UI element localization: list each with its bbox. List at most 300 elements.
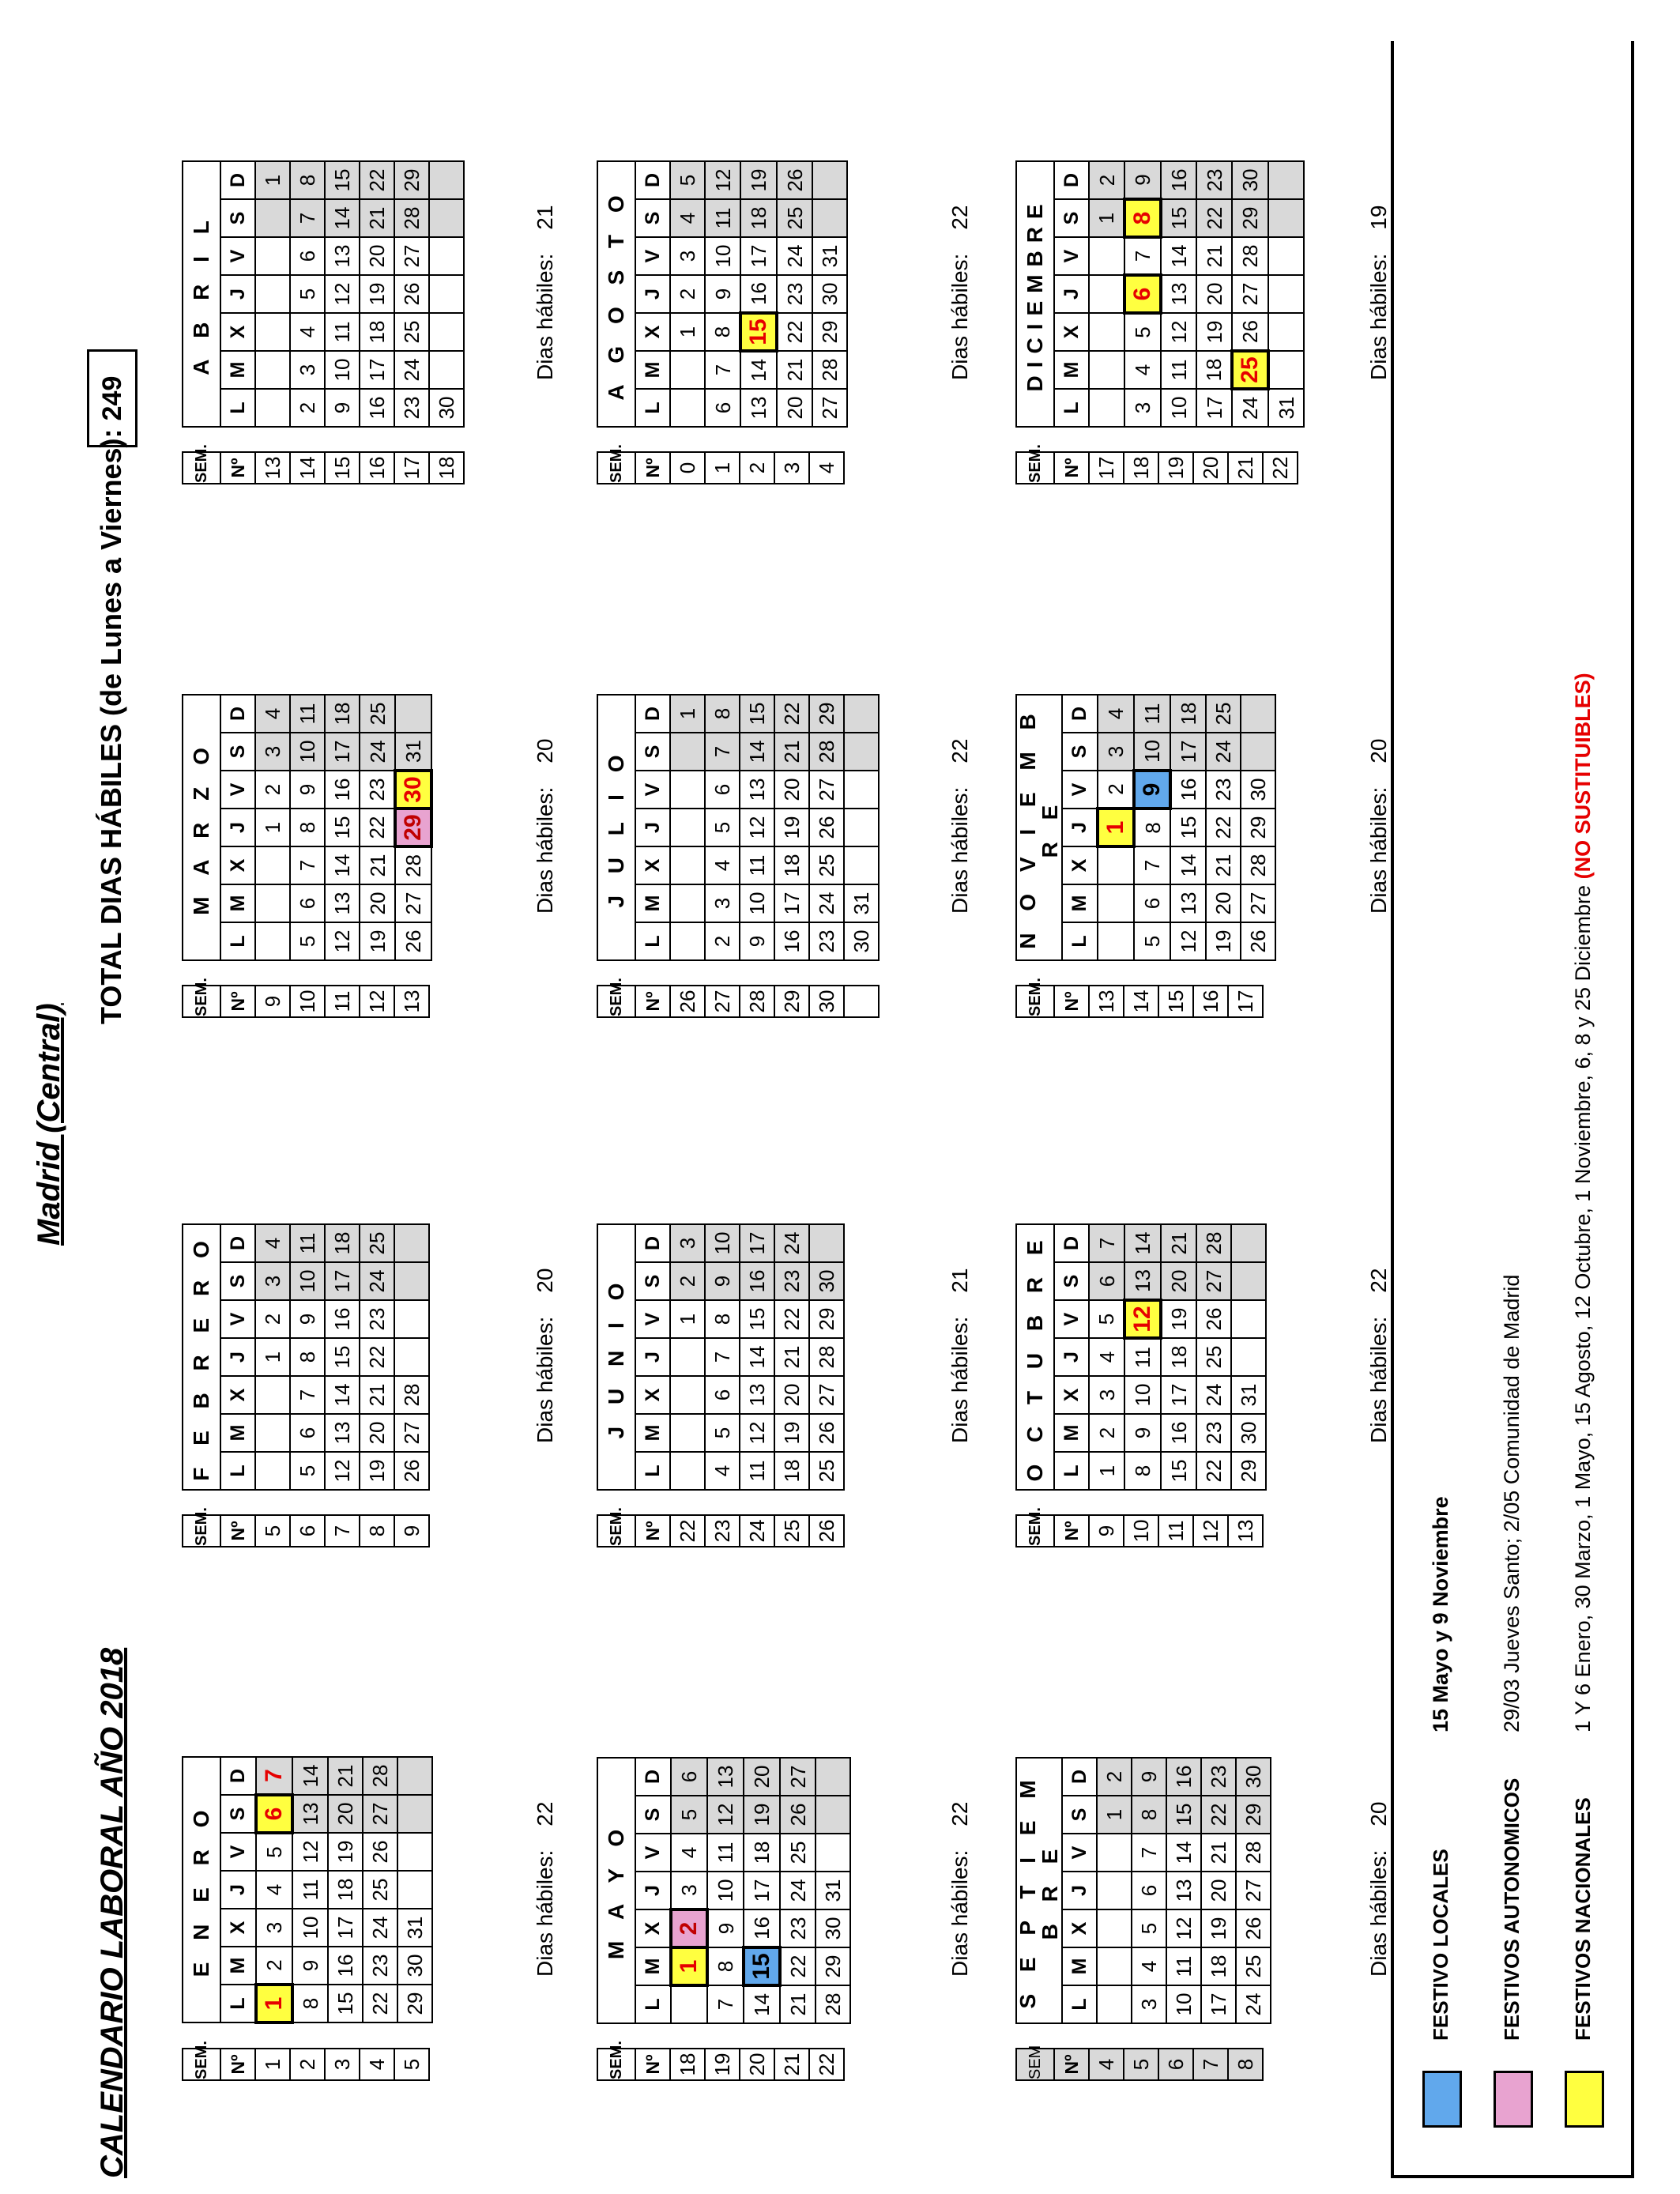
- day-cell: 21: [1161, 1224, 1196, 1262]
- day-cell: 12: [325, 922, 360, 960]
- weekday-header: J: [635, 1338, 670, 1376]
- working-days-count: [947, 205, 973, 380]
- week-number-header: Nº: [635, 452, 670, 484]
- local-holiday-dates: 15 Mayo y 9 Noviembre: [1429, 1496, 1452, 1732]
- holiday-day-cell: 6: [1124, 275, 1161, 313]
- day-cell: 28: [812, 351, 847, 389]
- day-cell: 15: [1170, 809, 1206, 846]
- week-number-column: [1015, 978, 1264, 1018]
- day-cell: 17: [360, 351, 394, 389]
- empty-day-cell: [671, 1985, 707, 2023]
- month-3-calendar: [182, 160, 465, 428]
- week-number: 13: [1228, 1515, 1263, 1547]
- month-6-calendar: [597, 694, 880, 961]
- weekday-header: L: [220, 922, 255, 960]
- weekday-header: V: [220, 237, 255, 275]
- day-cell: 28: [395, 846, 431, 884]
- day-cell: 23: [1206, 771, 1241, 809]
- empty-day-cell: [1098, 846, 1134, 884]
- week-number-column: [182, 444, 465, 484]
- empty-day-cell: [255, 389, 290, 427]
- week-number: 12: [1193, 1515, 1228, 1547]
- working-days-value: 20: [533, 738, 557, 763]
- empty-day-cell: [1231, 1224, 1266, 1262]
- month-name: S E P T I E M B R E: [1016, 1758, 1062, 2023]
- week-number-header: Nº: [220, 452, 255, 484]
- day-cell: 16: [325, 771, 360, 809]
- day-cell: 6: [290, 237, 325, 275]
- week-number-header: Nº: [1054, 1515, 1089, 1547]
- week-header: SEM.: [597, 1515, 635, 1547]
- working-days-value: 20: [533, 1268, 557, 1293]
- weekday-header: S: [635, 1796, 671, 1834]
- local-holiday-text: [1429, 1496, 1453, 1732]
- autonomic-holiday-label: FESTIVOS AUTONOMICOS: [1500, 1777, 1524, 2041]
- weekday-header: V: [635, 771, 670, 809]
- week-number: [844, 986, 879, 1017]
- working-days-count: [1366, 739, 1392, 914]
- day-cell: 18: [1196, 351, 1232, 389]
- autonomic-holiday-text: 29/03 Jueves Santo; 2/05 Comunidad de Madrid: [1500, 1274, 1524, 1732]
- week-number-column: [597, 1507, 845, 1547]
- day-cell: 11: [292, 1871, 328, 1909]
- weekday-header: J: [1054, 275, 1089, 313]
- empty-day-cell: [1231, 1338, 1266, 1376]
- day-cell: 24: [1196, 1376, 1231, 1414]
- week-number: 22: [1263, 452, 1298, 484]
- holiday-day-cell: 1: [671, 1947, 707, 1985]
- day-cell: 25: [1206, 695, 1241, 733]
- day-cell: 17: [740, 1224, 774, 1262]
- day-cell: 31: [812, 237, 847, 275]
- day-cell: 24: [809, 884, 844, 922]
- week-number: 22: [670, 1515, 705, 1547]
- day-cell: 27: [809, 771, 844, 809]
- weekday-header: D: [220, 1757, 256, 1795]
- empty-day-cell: [670, 733, 705, 771]
- holiday-day-cell: 12: [1124, 1300, 1161, 1338]
- day-cell: 30: [1232, 161, 1268, 199]
- day-cell: 5: [256, 1833, 292, 1871]
- week-number: 13: [1089, 986, 1124, 1017]
- day-cell: 30: [429, 389, 464, 427]
- day-cell: 2: [255, 771, 290, 809]
- day-cell: 9: [705, 1262, 740, 1300]
- week-number: 5: [394, 2049, 429, 2080]
- day-cell: 21: [360, 199, 394, 237]
- working-days-value: 22: [947, 205, 972, 230]
- working-days-count: [947, 1802, 973, 1977]
- day-cell: 4: [255, 695, 290, 733]
- weekday-header: V: [1062, 1834, 1097, 1872]
- day-cell: 8: [290, 809, 325, 846]
- day-cell: 10: [740, 884, 774, 922]
- day-cell: 19: [360, 922, 395, 960]
- weekday-header: J: [220, 275, 255, 313]
- day-cell: 21: [1201, 1834, 1236, 1872]
- day-cell: 12: [705, 161, 740, 199]
- day-cell: 19: [360, 1452, 394, 1490]
- day-cell: 24: [1236, 1985, 1271, 2023]
- day-cell: 12: [1170, 922, 1206, 960]
- national-holiday-text: [1571, 673, 1595, 1732]
- day-cell: 10: [705, 1224, 740, 1262]
- week-number: 4: [1089, 2049, 1124, 2080]
- day-cell: 16: [740, 275, 777, 313]
- day-cell: 9: [290, 1300, 325, 1338]
- weekday-header: L: [1062, 1985, 1097, 2023]
- day-cell: 25: [394, 313, 429, 351]
- day-cell: 20: [774, 1376, 809, 1414]
- week-number: 16: [360, 452, 394, 484]
- working-days-value: 22: [947, 738, 972, 763]
- month-name: A B R I L: [183, 161, 220, 427]
- day-cell: 20: [360, 884, 395, 922]
- weekday-header: V: [1062, 771, 1098, 809]
- empty-day-cell: [429, 351, 464, 389]
- day-cell: 5: [1124, 313, 1161, 351]
- day-cell: 29: [1231, 1452, 1266, 1490]
- week-number: 18: [429, 452, 464, 484]
- day-cell: 22: [780, 1947, 816, 1985]
- day-cell: 18: [325, 695, 360, 733]
- day-cell: 2: [1098, 771, 1134, 809]
- day-cell: 3: [1089, 1376, 1124, 1414]
- day-cell: 20: [1196, 275, 1232, 313]
- day-cell: 13: [292, 1795, 328, 1833]
- week-number: 20: [740, 2049, 774, 2080]
- day-cell: 8: [705, 695, 740, 733]
- day-cell: 8: [292, 1985, 328, 2022]
- empty-day-cell: [1097, 1834, 1132, 1872]
- empty-day-cell: [1268, 351, 1304, 389]
- day-cell: 10: [325, 351, 360, 389]
- empty-day-cell: [1231, 1300, 1266, 1338]
- day-cell: 17: [1196, 389, 1232, 427]
- day-cell: 7: [707, 1985, 744, 2023]
- day-cell: 14: [1124, 1224, 1161, 1262]
- week-number: 2: [290, 2049, 325, 2080]
- week-number-column: [597, 2041, 845, 2081]
- legend-box: [1391, 41, 1634, 2178]
- weekday-header: M: [635, 1414, 670, 1452]
- weekday-header: X: [220, 1909, 256, 1947]
- day-cell: 4: [290, 313, 325, 351]
- week-number: 11: [1158, 1515, 1193, 1547]
- day-cell: 1: [1089, 199, 1124, 237]
- day-cell: 26: [809, 809, 844, 846]
- day-cell: 4: [256, 1871, 292, 1909]
- week-number-header: Nº: [220, 2049, 255, 2080]
- working-days-count: [533, 739, 558, 914]
- day-cell: 19: [1196, 313, 1232, 351]
- empty-day-cell: [255, 1414, 290, 1452]
- day-cell: 12: [1166, 1909, 1201, 1947]
- day-cell: 15: [325, 161, 360, 199]
- month-10-calendar: [1015, 694, 1276, 961]
- empty-day-cell: [670, 771, 705, 809]
- week-number: 20: [1193, 452, 1228, 484]
- day-cell: 6: [1089, 1262, 1124, 1300]
- day-cell: 22: [1196, 199, 1232, 237]
- day-cell: 11: [325, 313, 360, 351]
- holiday-day-cell: 8: [1124, 199, 1161, 237]
- weekday-header: V: [635, 1300, 670, 1338]
- weekday-header: V: [220, 771, 255, 809]
- month-9-calendar: [1015, 1223, 1267, 1491]
- month-name: M A Y O: [597, 1758, 635, 2023]
- month-name: M A R Z O: [183, 695, 220, 960]
- empty-day-cell: [1098, 922, 1134, 960]
- day-cell: 12: [1161, 313, 1196, 351]
- day-cell: 7: [1134, 846, 1170, 884]
- weekday-header: J: [1062, 809, 1098, 846]
- week-header: SEM.: [183, 452, 220, 484]
- day-cell: 3: [1132, 1985, 1166, 2023]
- day-cell: 13: [707, 1758, 744, 1796]
- month-2-calendar: [182, 694, 433, 961]
- day-cell: 23: [1196, 1414, 1231, 1452]
- day-cell: 1: [670, 1300, 705, 1338]
- holiday-day-cell: 1: [1098, 809, 1134, 846]
- day-cell: 20: [328, 1795, 363, 1833]
- working-days-count: [533, 205, 558, 380]
- day-cell: 15: [1166, 1796, 1201, 1834]
- day-cell: 31: [1231, 1376, 1266, 1414]
- day-cell: 18: [744, 1834, 780, 1872]
- week-number: 18: [670, 2049, 705, 2080]
- day-cell: 29: [397, 1985, 432, 2022]
- day-cell: 24: [394, 351, 429, 389]
- week-number: 7: [1193, 2049, 1228, 2080]
- week-number: 29: [774, 986, 809, 1017]
- day-cell: 27: [1241, 884, 1275, 922]
- week-number: 26: [809, 1515, 844, 1547]
- day-cell: 17: [1161, 1376, 1196, 1414]
- day-cell: 25: [777, 199, 812, 237]
- weekday-header: M: [1054, 351, 1089, 389]
- day-cell: 16: [1161, 1414, 1196, 1452]
- weekday-header: X: [1062, 1909, 1097, 1947]
- day-cell: 17: [325, 733, 360, 771]
- weekday-header: S: [220, 733, 255, 771]
- week-number: 3: [325, 2049, 360, 2080]
- day-cell: 30: [1241, 771, 1275, 809]
- day-cell: 27: [1196, 1262, 1231, 1300]
- week-number: 12: [360, 986, 394, 1017]
- weekday-header: V: [220, 1833, 256, 1871]
- day-cell: 19: [774, 1414, 809, 1452]
- week-number: 3: [774, 452, 809, 484]
- weekday-header: M: [1062, 884, 1098, 922]
- empty-day-cell: [812, 161, 847, 199]
- weekday-header: S: [220, 1262, 255, 1300]
- weekday-header: L: [635, 922, 670, 960]
- weekday-header: X: [1054, 313, 1089, 351]
- day-cell: 21: [774, 1338, 809, 1376]
- empty-day-cell: [844, 771, 879, 809]
- day-cell: 9: [740, 922, 774, 960]
- working-days-label: Dias hábiles:: [947, 786, 972, 914]
- day-cell: 5: [290, 922, 325, 960]
- empty-day-cell: [255, 199, 290, 237]
- empty-day-cell: [670, 884, 705, 922]
- day-cell: 29: [1241, 809, 1275, 846]
- week-number: 25: [774, 1515, 809, 1547]
- empty-day-cell: [394, 1300, 429, 1338]
- day-cell: 10: [1124, 1376, 1161, 1414]
- week-number-column: [1015, 444, 1298, 484]
- day-cell: 13: [325, 237, 360, 275]
- week-number-column: [1015, 1507, 1264, 1547]
- empty-day-cell: [1097, 1985, 1132, 2023]
- day-cell: 4: [705, 1452, 740, 1490]
- day-cell: 11: [705, 199, 740, 237]
- day-cell: 26: [394, 1452, 429, 1490]
- day-cell: 27: [395, 884, 431, 922]
- day-cell: 13: [1170, 884, 1206, 922]
- month-8-calendar: [1015, 1757, 1271, 2024]
- day-cell: 5: [671, 1796, 707, 1834]
- week-number-header: Nº: [635, 2049, 670, 2080]
- day-cell: 28: [1196, 1224, 1231, 1262]
- day-cell: 29: [1232, 199, 1268, 237]
- day-cell: 23: [777, 275, 812, 313]
- day-cell: 3: [670, 1224, 705, 1262]
- working-days-value: 22: [1366, 1268, 1391, 1293]
- empty-day-cell: [397, 1833, 432, 1871]
- day-cell: 29: [816, 1947, 850, 1985]
- day-cell: 8: [1134, 809, 1170, 846]
- day-cell: 8: [705, 313, 740, 351]
- day-cell: 18: [325, 1224, 360, 1262]
- month-name: A G O S T O: [597, 161, 635, 427]
- week-header: SEM.: [597, 2049, 635, 2080]
- week-number-header: Nº: [1054, 2049, 1089, 2080]
- weekday-header: V: [220, 1300, 255, 1338]
- holiday-day-cell: 25: [1232, 351, 1268, 389]
- day-cell: 28: [363, 1757, 397, 1795]
- day-cell: 27: [394, 1414, 429, 1452]
- week-number: 11: [325, 986, 360, 1017]
- week-number: 21: [1228, 452, 1263, 484]
- day-cell: 15: [740, 1300, 774, 1338]
- day-cell: 28: [394, 199, 429, 237]
- national-holiday-note: (NO SUSTITUIBLES): [1571, 673, 1595, 880]
- day-cell: 22: [363, 1985, 397, 2022]
- empty-day-cell: [394, 1224, 429, 1262]
- weekday-header: D: [635, 161, 670, 199]
- day-cell: 5: [670, 161, 705, 199]
- working-days-label: Dias hábiles:: [947, 1849, 972, 1977]
- day-cell: 22: [774, 695, 809, 733]
- day-cell: 9: [1124, 161, 1161, 199]
- day-cell: 25: [360, 695, 395, 733]
- day-cell: 25: [809, 846, 844, 884]
- day-cell: 14: [292, 1757, 328, 1795]
- day-cell: 30: [809, 1262, 844, 1300]
- day-cell: 20: [1161, 1262, 1196, 1300]
- day-cell: 4: [1098, 695, 1134, 733]
- weekday-header: J: [220, 1338, 255, 1376]
- working-days-label: Dias hábiles:: [1366, 786, 1391, 914]
- day-cell: 19: [360, 275, 394, 313]
- day-cell: 5: [290, 275, 325, 313]
- weekday-header: L: [220, 389, 255, 427]
- day-cell: 18: [740, 199, 777, 237]
- day-cell: 31: [1268, 389, 1304, 427]
- day-cell: 12: [325, 1452, 360, 1490]
- day-cell: 5: [290, 1452, 325, 1490]
- week-header: SEM.: [1016, 986, 1054, 1017]
- day-cell: 26: [777, 161, 812, 199]
- day-cell: 17: [774, 884, 809, 922]
- weekday-header: V: [1054, 1300, 1089, 1338]
- day-cell: 21: [777, 351, 812, 389]
- week-number: 5: [1124, 2049, 1158, 2080]
- working-days-label: Dias hábiles:: [947, 253, 972, 380]
- day-cell: 11: [1166, 1947, 1201, 1985]
- week-header: SEM.: [597, 986, 635, 1017]
- day-cell: 25: [1196, 1338, 1231, 1376]
- day-cell: 30: [844, 922, 879, 960]
- week-number: 7: [325, 1515, 360, 1547]
- day-cell: 23: [360, 1300, 394, 1338]
- day-cell: 8: [707, 1947, 744, 1985]
- day-cell: 10: [705, 237, 740, 275]
- day-cell: 31: [844, 884, 879, 922]
- day-cell: 3: [671, 1872, 707, 1909]
- week-number: 15: [1158, 986, 1193, 1017]
- day-cell: 11: [290, 695, 325, 733]
- week-number-header: Nº: [1054, 452, 1089, 484]
- day-cell: 16: [740, 1262, 774, 1300]
- day-cell: 13: [740, 389, 777, 427]
- weekday-header: D: [220, 1224, 255, 1262]
- day-cell: 7: [290, 1376, 325, 1414]
- day-cell: 2: [1089, 1414, 1124, 1452]
- empty-day-cell: [1268, 161, 1304, 199]
- empty-day-cell: [1089, 275, 1124, 313]
- working-days-label: Dias hábiles:: [1366, 253, 1391, 380]
- working-days-label: Dias hábiles:: [533, 786, 557, 914]
- week-header: SEM.: [183, 1515, 220, 1547]
- weekday-header: S: [220, 199, 255, 237]
- week-number: 18: [1124, 452, 1158, 484]
- day-cell: 25: [360, 1224, 394, 1262]
- empty-day-cell: [429, 161, 464, 199]
- day-cell: 23: [394, 389, 429, 427]
- total-days-value: 249: [87, 349, 137, 447]
- day-cell: 7: [1124, 237, 1161, 275]
- weekday-header: X: [635, 1909, 671, 1947]
- empty-day-cell: [844, 733, 879, 771]
- day-cell: 7: [705, 351, 740, 389]
- day-cell: 14: [1170, 846, 1206, 884]
- week-number-column: [597, 444, 845, 484]
- day-cell: 25: [363, 1871, 397, 1909]
- day-cell: 1: [1089, 1452, 1124, 1490]
- weekday-header: S: [1054, 199, 1089, 237]
- day-cell: 14: [325, 1376, 360, 1414]
- weekday-header: D: [1062, 695, 1098, 733]
- day-cell: 17: [328, 1909, 363, 1947]
- weekday-header: S: [635, 733, 670, 771]
- day-cell: 23: [1201, 1758, 1236, 1796]
- day-cell: 21: [360, 1376, 394, 1414]
- week-header: SEM.: [183, 2049, 220, 2080]
- week-number: 1: [255, 2049, 290, 2080]
